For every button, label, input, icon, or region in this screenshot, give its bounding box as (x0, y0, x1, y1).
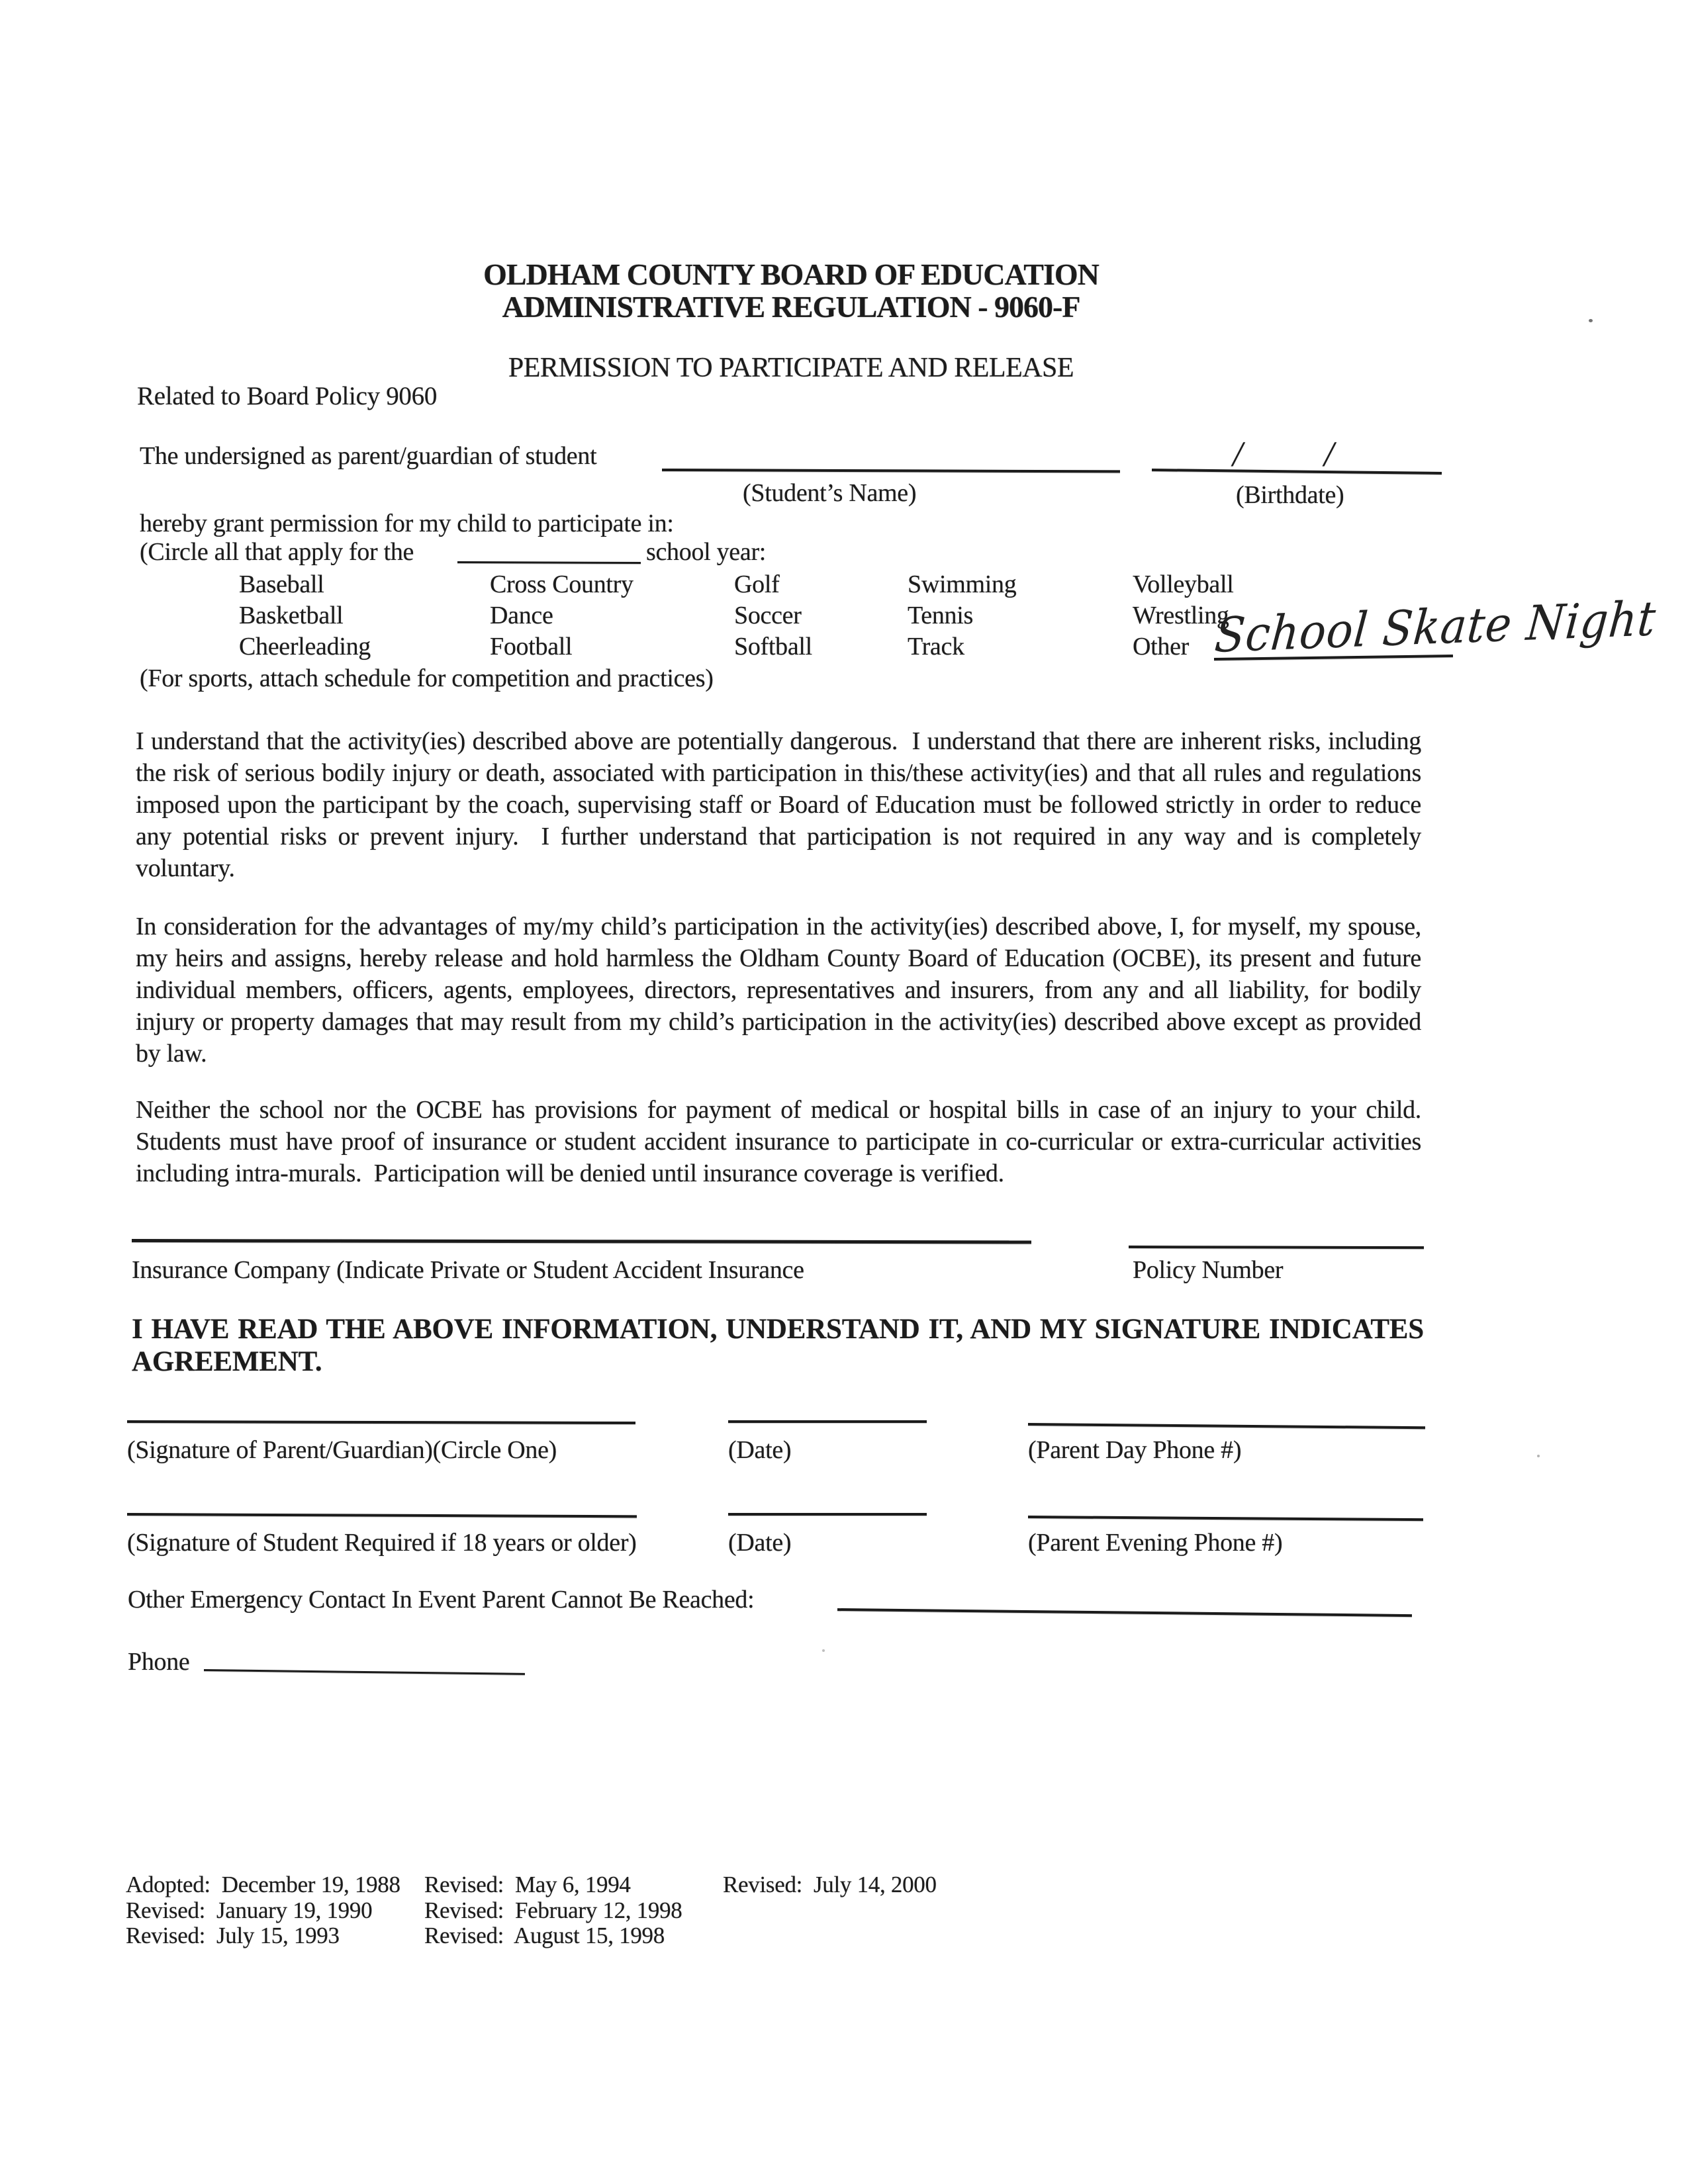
emergency-contact-line (837, 1608, 1412, 1617)
evening-phone-label: (Parent Evening Phone #) (1028, 1529, 1283, 1557)
grant-text: hereby grant permission for my child to participate in: (140, 510, 674, 537)
activity-item: Track (908, 633, 964, 660)
activity-item: Baseball (239, 570, 324, 598)
date-label: (Date) (728, 1436, 792, 1464)
birthdate-line (1152, 469, 1442, 475)
parent-signature-line (127, 1420, 635, 1424)
related-policy: Related to Board Policy 9060 (137, 382, 438, 410)
student-name-line (662, 469, 1120, 473)
birthdate-label: (Birthdate) (1236, 481, 1344, 509)
activity-item: Softball (734, 633, 812, 660)
undersigned-text: The undersigned as parent/guardian of student (140, 442, 597, 470)
activity-item: Swimming (908, 570, 1017, 598)
day-phone-line (1028, 1423, 1425, 1429)
revision-entry: Revised: February 12, 1998 (424, 1897, 682, 1923)
activity-other-label: Other (1133, 633, 1190, 660)
date-line (728, 1513, 927, 1516)
activity-item: Volleyball (1133, 570, 1234, 598)
student-signature-line (127, 1513, 637, 1518)
emergency-contact-label: Other Emergency Contact In Event Parent Cannot Be Reached: (128, 1586, 755, 1614)
handwritten-other-value: School Skate Night (1213, 590, 1659, 663)
date-line (728, 1420, 927, 1423)
revision-entry: Adopted: December 19, 1988 (126, 1872, 400, 1897)
student-signature-label: (Signature of Student Required if 18 years or older) (127, 1529, 637, 1557)
scan-speck (1589, 319, 1593, 322)
insurance-company-line (132, 1239, 1031, 1244)
circle-suffix: school year: (646, 538, 767, 566)
insurance-paragraph: Neither the school nor the OCBE has provisions for payment of medical or hospital bills in case of an injury to your child. Students must have proof of insurance or student accident insurance to participate in co-curricular or extra-curricular activities including intra-murals. Participation will be denied until insurance coverage is verified. (136, 1096, 1434, 1187)
revision-entry: Revised: January 19, 1990 (126, 1897, 373, 1923)
revision-entry: Revised: July 15, 1993 (126, 1923, 340, 1948)
org-title: OLDHAM COUNTY BOARD OF EDUCATION (483, 257, 1099, 291)
revision-entry: Revised: May 6, 1994 (424, 1872, 631, 1897)
student-name-label: (Student’s Name) (743, 479, 917, 507)
activity-item: Wrestling (1133, 602, 1229, 629)
activity-item: Basketball (239, 602, 344, 629)
sports-note: (For sports, attach schedule for competition and practices) (140, 664, 714, 692)
birthdate-slash: / (1324, 434, 1335, 474)
school-year-line (457, 561, 641, 564)
revision-entry: Revised: July 14, 2000 (723, 1872, 937, 1897)
parent-signature-label: (Signature of Parent/Guardian)(Circle One) (127, 1436, 557, 1464)
release-paragraph: In consideration for the advantages of my/my child’s participation in the activity(ies) described above, I, for myself, my spouse, my heirs and assigns, hereby release and hold harmless the Oldham County Board of Education (OCBE), its present and future individual members, officers, agents, employees, directors, representatives and insurers, from any and all liability, for bodily injury or property damages that may result from my child’s participation in the activity(ies) described above except as provided by law. (136, 913, 1428, 1068)
scan-speck (1537, 1455, 1540, 1457)
revision-entry: Revised: August 15, 1998 (424, 1923, 665, 1948)
activity-item: Tennis (908, 602, 973, 629)
activity-item: Golf (734, 570, 780, 598)
activity-item: Cross Country (490, 570, 633, 598)
emergency-phone-line (204, 1669, 525, 1675)
activity-item: Dance (490, 602, 553, 629)
insurance-company-label: Insurance Company (Indicate Private or Student Accident Insurance (132, 1256, 804, 1284)
activity-item: Football (490, 633, 573, 660)
policy-number-label: Policy Number (1133, 1256, 1284, 1284)
circle-prefix: (Circle all that apply for the (140, 538, 414, 566)
birthdate-slash: / (1233, 434, 1243, 474)
risk-paragraph: I understand that the activity(ies) described above are potentially dangerous. I understand that there are inherent risks, including the risk of serious bodily injury or death, associated with participation in this/these activity(ies) and that all rules and regulations imposed upon the participant by the coach, supervising staff or Board of Education must be followed strictly in order to reduce any potential risks or prevent injury. I further understand that participation is not required in any way and is completely voluntary. (136, 727, 1428, 882)
date-label: (Date) (728, 1529, 792, 1557)
scan-speck (822, 1649, 825, 1652)
agreement-statement: I HAVE READ THE ABOVE INFORMATION, UNDERSTAND IT, AND MY SIGNATURE INDICATES AGREEMENT. (132, 1314, 1430, 1377)
emergency-phone-label: Phone (128, 1648, 190, 1676)
evening-phone-line (1028, 1516, 1423, 1521)
regulation-title: ADMINISTRATIVE REGULATION - 9060-F (502, 290, 1080, 324)
policy-number-line (1129, 1246, 1424, 1249)
form-title: PERMISSION TO PARTICIPATE AND RELEASE (508, 353, 1074, 383)
day-phone-label: (Parent Day Phone #) (1028, 1436, 1242, 1464)
activity-item: Cheerleading (239, 633, 371, 660)
activity-item: Soccer (734, 602, 802, 629)
